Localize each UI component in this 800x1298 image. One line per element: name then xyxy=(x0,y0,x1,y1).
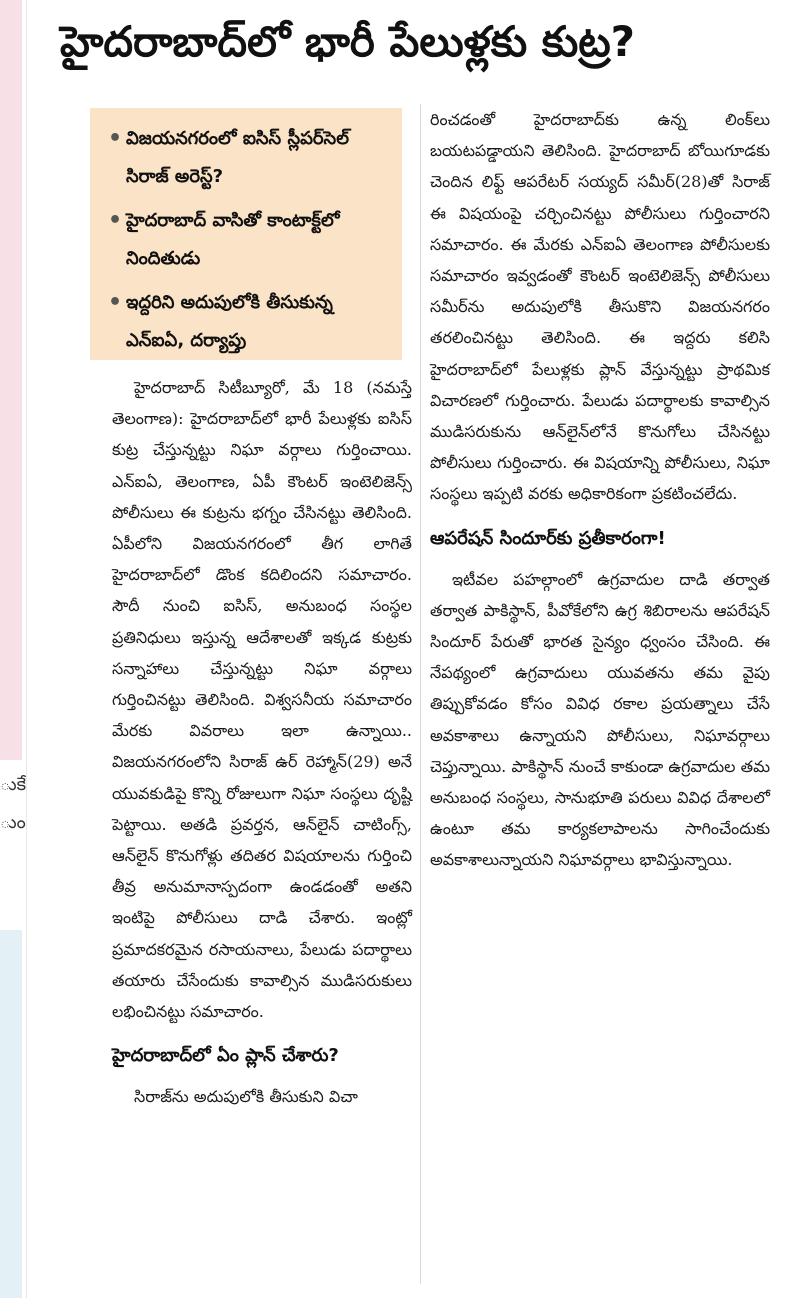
highlight-item xyxy=(108,284,392,360)
article-column-left xyxy=(112,372,412,1112)
highlight-item xyxy=(108,202,392,278)
bullet-icon: • xyxy=(108,208,123,233)
highlights-list xyxy=(108,120,392,360)
bullet-icon: • xyxy=(108,290,123,315)
body-paragraph: ఇటీవల పహల్గాంలో ఉగ్రవాదుల దాడి తర్వాత తర్వాత పాకిస్థాన్‌, పీవోకేలోని ఉగ్ర శిబిరాలను ఆపరేషన్‌ సిందూర్‌ పేరుతో భారత సైన్యం ధ్వంసం చేసింది. ఈ నేపథ్యంలో ఉగ్రవాదులు యువతను తమ వైపు తిప్పుకోవడం కోసం వివిధ రకాల ప్రయత్నాలు చేసే అవకాశాలు ఉన్నాయని పోలీసులు, నిఘావర్గాలు చెప్తున్నాయి. పాకిస్థాన్‌ నుంచే కాకుండా ఉగ్రవాదుల తమ అనుబంధ సంస్థలు, సానుభూతి పరులు వివిధ దేశాలలో ఉంటూ తమ కార్యకలాపాలను సాగించేందుకు అవకాశాలున్నాయని నిఘావర్గాలు భావిస్తున్నాయి. xyxy=(430,569,770,870)
section-subheading: హైదరాబాద్‌లో ఏం ప్లాన్‌ చేశారు? xyxy=(112,1045,339,1067)
adjacent-text-fragment: ుకే xyxy=(0,774,27,795)
adjacent-article-strip xyxy=(0,0,27,1298)
highlight-text: హైదరాబాద్‌ వాసితో కాంటాక్ట్‌లో నిందితుడు xyxy=(126,210,340,269)
article-headline: హైదరాబాద్‌లో భారీ పేలుళ్లకు కుట్ర? xyxy=(60,17,636,66)
article-column-right xyxy=(430,104,770,876)
highlight-text: విజయనగరంలో ఐసిస్‌ స్లీపర్‌సెల్‌ సిరాజ్‌ అరెస్ట్‌? xyxy=(126,128,349,187)
section-subheading: ఆపరేషన్‌ సిందూర్‌కు ప్రతీకారంగా! xyxy=(430,527,666,549)
bullet-icon: • xyxy=(108,126,123,151)
column-divider xyxy=(420,104,421,1284)
highlight-item xyxy=(108,120,392,196)
adjacent-pink-panel xyxy=(0,0,22,760)
highlight-text: ఇద్దరిని అదుపులోకి తీసుకున్న ఎన్‌ఐఏ, దర్యాప్తు xyxy=(126,292,333,351)
adjacent-blue-panel xyxy=(0,930,22,1298)
body-paragraph: సిరాజ్‌ను అదుపులోకి తీసుకుని విచా xyxy=(134,1087,358,1107)
highlights-box xyxy=(90,108,402,360)
body-paragraph: రించడంతో హైదరాబాద్‌కు ఉన్న లింక్‌లు బయటపడ్డాయని తెలిసింది. హైదరాబాద్‌ బోయిగూడకు చెందిన లిఫ్ట్‌ ఆపరేటర్‌ సయ్యద్‌ సమీర్‌(28)తో సిరాజ్‌ ఈ విషయంపై చర్చించినట్టు పోలీసులు గుర్తించారని సమాచారం. ఈ మేరకు ఎన్‌ఐఏ తెలంగాణ పోలీసులకు సమాచారం ఇవ్వడంతో కౌంటర్‌ ఇంటెలిజెన్స్‌ పోలీసులు సమీర్‌ను అదుపులోకి తీసుకొని విజయనగరం తరలించినట్టు తెలిసింది. ఈ ఇద్దరు కలిసి హైదరాబాద్‌లో పేలుళ్లకు ప్లాన్‌ వేస్తున్నట్టు ప్రాథమిక విచారణలో గుర్తించారు. పేలుడు పదార్థాలకు కావాల్సిన ముడిసరుకును ఆన్‌లైన్‌లోనే కొనుగోలు చేసినట్టు పోలీసులు గుర్తించారు. ఈ విషయాన్ని పోలీసులు, నిఘా సంస్థలు ఇప్పటి వరకు అధికారికంగా ప్రకటించలేదు. xyxy=(430,110,770,504)
body-paragraph: హైదరాబాద్‌ సిటీబ్యూరో, మే 18 (నమస్తే తెలంగాణ): హైదరాబాద్‌లో భారీ పేలుళ్లకు ఐసిస్‌ కుట్ర చేస్తున్నట్టు నిఘా వర్గాలు గుర్తించాయి. ఎన్‌ఐఏ, తెలంగాణ, ఏపీ కౌంటర్‌ ఇంటెలిజెన్స్‌ పోలీసులు ఈ కుట్రను భగ్నం చేసినట్టు తెలిసింది. ఏపీలోని విజయనగరంలో తీగ లాగితే హైదరాబాద్‌లో డొంక కదిలిందని సమాచారం. సౌదీ నుంచి ఐసిస్‌, అనుబంధ సంస్థల ప్రతినిధులు ఇస్తున్న ఆదేశాలతో ఇక్కడ కుట్రకు సన్నాహాలు చేస్తున్నట్టు నిఘా వర్గాలు గుర్తించినట్టు తెలిసింది. విశ్వసనీయ సమాచారం మేరకు వివరాలు ఇలా ఉన్నాయి.. విజయనగరంలోని సిరాజ్‌ ఉర్‌ రెహ్మాన్‌(29) అనే యువకుడిపై కొన్ని రోజులుగా నిఘా సంస్థలు దృష్టి పెట్టాయి. అతడి ప్రవర్తన, ఆన్‌లైన్‌ చాటింగ్స్‌, ఆన్‌లైన్‌ కొనుగోళ్లు తదితర విషయాలను గుర్తించి తీవ్ర అనుమానాస్పదంగా ఉండడంతో అతని ఇంటిపై పోలీసులు దాడి చేశారు. ఇంట్లో ప్రమాదకరమైన రసాయనాలు, పేలుడు పదార్థాలు తయారు చేసేందుకు కావాల్సిన ముడిసరుకులు లభించినట్టు సమాచారం. xyxy=(112,378,412,1022)
adjacent-text-fragment: ుం xyxy=(0,812,26,833)
